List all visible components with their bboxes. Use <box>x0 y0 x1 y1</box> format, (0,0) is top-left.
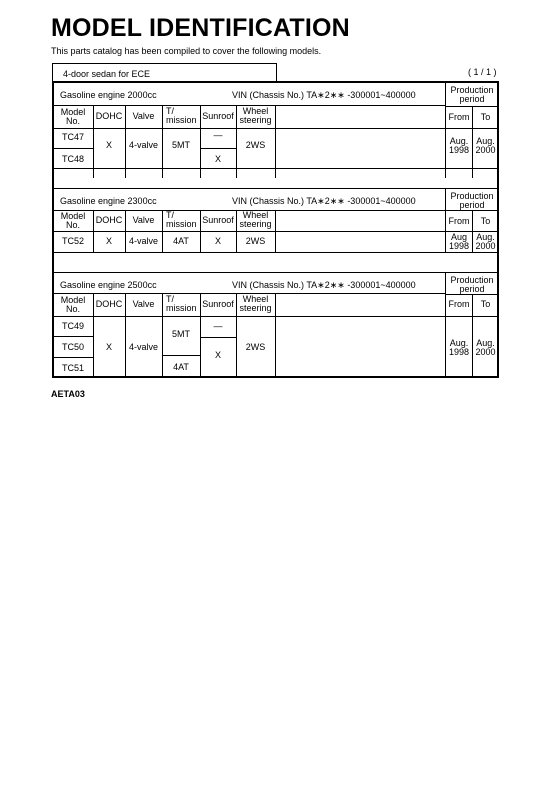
transmission-value: 4AT <box>173 236 189 246</box>
from-value: Aug. 1998 <box>448 338 470 357</box>
production-header: Production period <box>450 275 494 294</box>
page-indicator: ( 1 / 1 ) <box>468 67 497 77</box>
wheel-header: Wheel steering <box>239 210 272 229</box>
from-value: Aug. 1998 <box>448 136 470 155</box>
page-title: MODEL IDENTIFICATION <box>51 14 350 42</box>
page-subtitle: This parts catalog has been compiled to cover the following models. <box>51 46 322 56</box>
model-no: TC49 <box>61 321 84 331</box>
divider <box>53 316 499 317</box>
transmission-header: T/ mission <box>166 210 197 229</box>
production-header: Production period <box>450 191 494 210</box>
divider <box>53 336 93 337</box>
model-no: TC52 <box>61 236 84 246</box>
model-type-label: 4-door sedan for ECE <box>52 63 277 83</box>
vin-label: VIN (Chassis No.) TA∗2∗∗ -300001~400000 <box>232 280 416 290</box>
sunroof-value: — <box>213 321 223 331</box>
model-no: TC50 <box>61 342 84 352</box>
transmission-header: T/ mission <box>166 294 197 313</box>
from-header: From <box>448 299 470 309</box>
divider <box>53 128 499 129</box>
dohc-header: DOHC <box>95 215 123 225</box>
vin-label: VIN (Chassis No.) TA∗2∗∗ -300001~400000 <box>232 196 416 206</box>
dohc-value: X <box>105 342 112 352</box>
sunroof-value: X <box>214 350 221 360</box>
sunroof-header: Sunroof <box>202 215 234 225</box>
model-no-header: Model No. <box>60 211 86 230</box>
transmission-value: 5MT <box>172 140 190 150</box>
engine-label: Gasoline engine 2500cc <box>60 280 157 290</box>
from-value: Aug 1998 <box>448 232 470 251</box>
model-no-header: Model No. <box>60 295 86 314</box>
to-header: To <box>480 299 491 309</box>
divider <box>53 231 499 232</box>
transmission-value: 4AT <box>173 362 189 372</box>
wheel-value: 2WS <box>245 236 266 246</box>
model-no: TC47 <box>61 132 84 142</box>
transmission-header: T/ mission <box>166 106 197 125</box>
valve-header: Valve <box>132 215 155 225</box>
valve-header: Valve <box>132 111 155 121</box>
model-no-header: Model No. <box>60 107 86 126</box>
wheel-header: Wheel steering <box>239 294 272 313</box>
sunroof-header: Sunroof <box>202 111 234 121</box>
wheel-value: 2WS <box>245 342 266 352</box>
to-header: To <box>480 216 491 226</box>
to-value: Aug. 2000 <box>475 232 496 251</box>
divider <box>53 357 93 358</box>
production-header: Production period <box>450 85 494 104</box>
dohc-value: X <box>105 236 112 246</box>
wheel-header: Wheel steering <box>239 106 272 125</box>
valve-value: 4-valve <box>128 342 158 352</box>
sunroof-header: Sunroof <box>202 299 234 309</box>
valve-value: 4-valve <box>128 236 158 246</box>
dohc-header: DOHC <box>95 299 123 309</box>
divider <box>200 148 236 149</box>
divider <box>162 355 200 356</box>
from-header: From <box>448 112 470 122</box>
dohc-header: DOHC <box>95 111 123 121</box>
divider <box>275 293 276 377</box>
engine-label: Gasoline engine 2300cc <box>60 196 157 206</box>
model-no: TC48 <box>61 154 84 164</box>
dohc-value: X <box>105 140 112 150</box>
to-value: Aug. 2000 <box>475 136 496 155</box>
divider <box>53 168 499 169</box>
divider <box>53 252 499 253</box>
model-no: TC51 <box>61 363 84 373</box>
to-header: To <box>480 112 491 122</box>
from-header: From <box>448 216 470 226</box>
sunroof-value: X <box>214 236 221 246</box>
sunroof-value: — <box>213 130 223 140</box>
vin-label: VIN (Chassis No.) TA∗2∗∗ -300001~400000 <box>232 90 416 100</box>
valve-value: 4-valve <box>128 140 158 150</box>
divider <box>53 188 499 189</box>
valve-header: Valve <box>132 299 155 309</box>
engine-label: Gasoline engine 2000cc <box>60 90 157 100</box>
to-value: Aug. 2000 <box>475 338 496 357</box>
divider <box>53 148 93 149</box>
footer-code: AETA03 <box>51 389 85 399</box>
divider <box>275 210 276 252</box>
wheel-value: 2WS <box>245 140 266 150</box>
sunroof-value: X <box>214 154 221 164</box>
divider <box>53 272 499 273</box>
divider <box>200 337 236 338</box>
transmission-value: 5MT <box>172 329 190 339</box>
